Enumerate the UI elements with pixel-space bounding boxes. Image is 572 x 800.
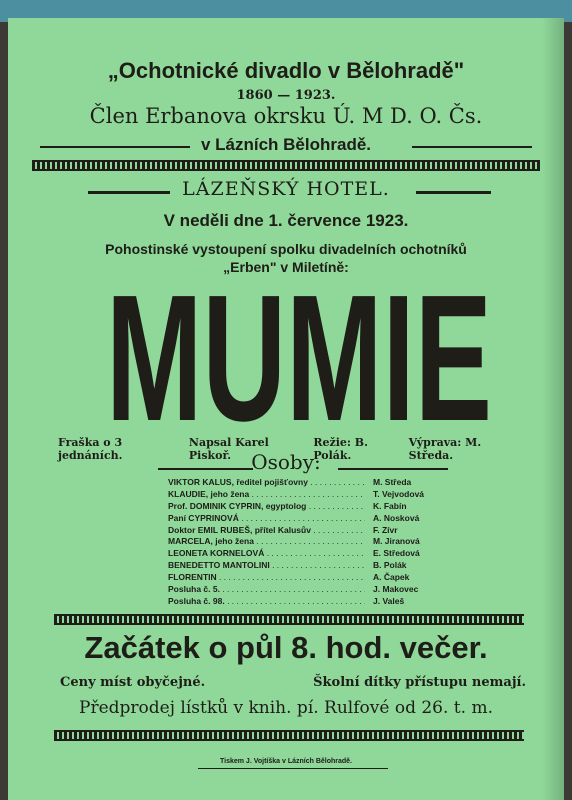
cast-row (168, 571, 443, 583)
cast-row (168, 583, 443, 595)
cast-actor: A. Čapek (373, 572, 410, 583)
ornamental-divider-top (32, 160, 540, 171)
cast-actor: J. Makovec (373, 583, 419, 594)
cast-role: Doktor EMIL RUBEŠ, přítel Kalusův . . . (168, 525, 365, 535)
cast-role: KLAUDIE, jeho žena . . . (168, 489, 365, 499)
divider-rule-left (40, 146, 190, 148)
cast-role: Paní CYPRINOVÁ . . . (168, 513, 365, 523)
cast-actor: B. Polák (373, 560, 407, 571)
start-time: Začátek o půl 8. hod. večer. (84, 630, 488, 665)
cast-row (168, 559, 443, 571)
play-title (103, 280, 495, 430)
performance-date: V neděli dne 1. července 1923. (163, 211, 409, 230)
stage-design: Výprava: M. Středa. (408, 436, 482, 462)
cast-row (168, 488, 443, 500)
years-line: 1860 — 1923. (236, 88, 336, 103)
location-line: v Lázních Bělohradě. (200, 135, 372, 154)
cast-row (168, 524, 443, 536)
cast-actor: F. Zívr (373, 524, 398, 535)
cast-role: BENEDETTO MANTOLINI . . . (168, 560, 365, 570)
member-line: Člen Erbanova okrsku Ú. M D. O. Čs. (89, 104, 483, 128)
cast-actor: A. Nosková (373, 512, 420, 523)
cast-row (168, 547, 443, 559)
cast-row (168, 500, 443, 512)
presale-info: Předprodej lístků v knih. pí. Rulfové od 26. t. m. (79, 698, 493, 718)
children-notice: Školní dítky přístupu nemají. (313, 675, 526, 690)
admission-info (60, 675, 526, 690)
play-title-text: MUMIE (106, 280, 492, 430)
guest-company-line: „Erben" v Miletíně: (223, 259, 349, 275)
cast-actor: J. Valeš (373, 595, 405, 606)
divider-rule-right (412, 146, 532, 148)
genre: Fraška o 3 jednáních. (58, 436, 123, 462)
ornamental-divider-bottom (54, 730, 524, 741)
poster-title: „Ochotnické divadlo v Bělohradě" (107, 58, 465, 83)
cast-actor: M. Středa (373, 476, 412, 487)
cast-role: FLORENTIN . . . (168, 572, 365, 582)
cast-list (168, 476, 443, 607)
cast-row (168, 512, 443, 524)
cast-actor: T. Vejvodová (373, 488, 425, 499)
author: Napsal Karel Piskoř. (188, 436, 269, 462)
venue: LÁZEŇSKÝ HOTEL. (182, 178, 390, 200)
printer-credit: Tiskem J. Vojtíška v Lázních Bělohradě. (219, 758, 352, 765)
ornamental-divider-middle (54, 614, 524, 625)
cast-role: VIKTOR KALUS, ředitel pojišťovny . . . (168, 477, 365, 487)
director: Režie: B. Polák. (313, 436, 368, 462)
cast-role: Prof. DOMINIK CYPRIN, egyptolog . . . (168, 501, 365, 511)
ticket-prices: Ceny míst obyčejné. (60, 675, 206, 690)
cast-heading: Osoby: (251, 450, 321, 474)
cast-actor: K. Fabín (373, 500, 407, 511)
cast-row (168, 535, 443, 547)
theatre-poster (8, 18, 564, 800)
cast-row (168, 476, 443, 488)
cast-role: Posluha č. 5. . . . (168, 584, 365, 594)
printer-underline (198, 768, 388, 769)
cast-actor: E. Středová (373, 548, 420, 559)
cast-actor: M. Jiranová (373, 536, 420, 547)
cast-role: Posluha č. 98. . . . (168, 596, 365, 606)
cast-role: LEONETA KORNELOVÁ . . . (168, 548, 365, 558)
cast-role: MARCELA, jeho žena . . . (168, 536, 365, 546)
guest-performance-line: Pohostinské vystoupení spolku divadelních ochotníků (105, 241, 467, 257)
cast-row (168, 595, 443, 607)
